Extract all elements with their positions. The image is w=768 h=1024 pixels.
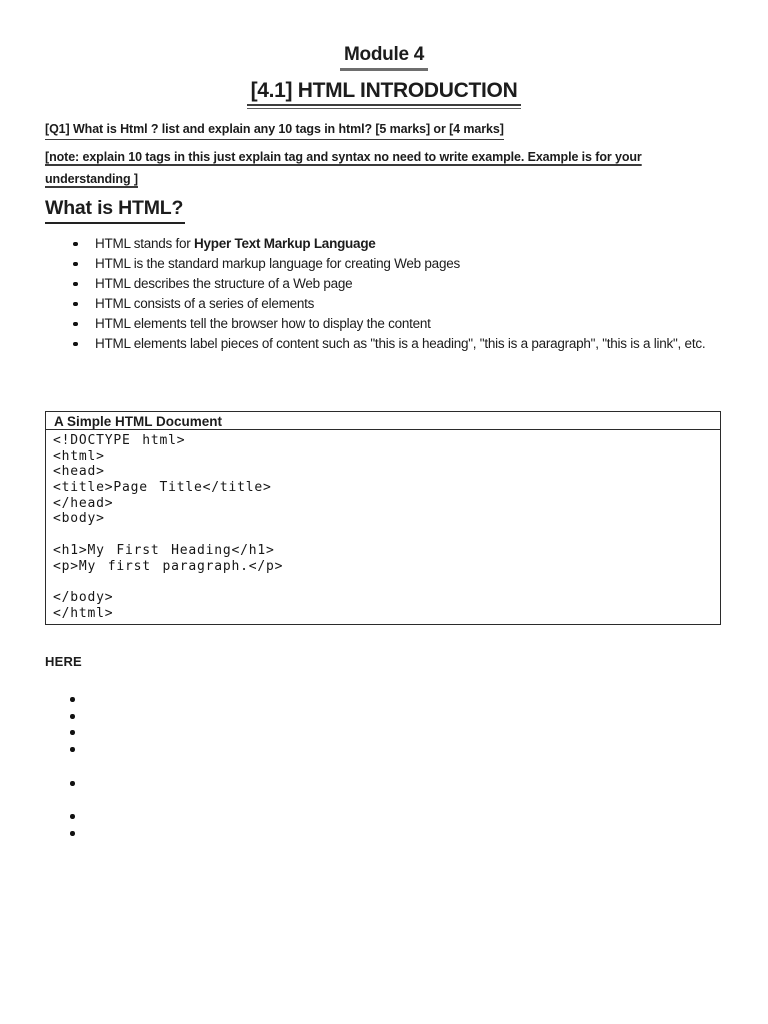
- section-title-underline: [247, 79, 522, 109]
- code-line: </head>: [53, 495, 114, 511]
- list-item-text: HTML describes the structure of a Web page: [95, 276, 353, 291]
- module-title-row: [0, 44, 768, 71]
- section-title-row: [0, 79, 768, 109]
- code-line: <body>: [53, 511, 105, 527]
- code-line: [53, 574, 712, 590]
- list-item-bold-text: Hyper Text Markup Language: [194, 236, 376, 251]
- section-title: [4.1] HTML INTRODUCTION: [247, 79, 522, 106]
- empty-bullet-dot: [70, 814, 75, 819]
- html-intro-list: [45, 234, 722, 354]
- list-item-text: HTML stands for: [95, 236, 195, 251]
- empty-bullet-dot: [70, 714, 75, 719]
- code-example-box: [45, 411, 721, 625]
- list-item-text: HTML elements label pieces of content such as "this is a heading", "this is a paragraph", "this is a link", etc.: [95, 336, 706, 351]
- code-line: <title>Page Title</title>: [53, 480, 272, 496]
- empty-bullet-dot: [70, 697, 75, 702]
- list-item: [45, 314, 722, 334]
- list-item: [45, 254, 722, 274]
- list-item: [45, 274, 722, 294]
- list-item: [45, 234, 722, 254]
- list-item: [45, 334, 722, 354]
- list-item-text: HTML consists of a series of elements: [95, 296, 315, 311]
- list-item-text: HTML is the standard markup language for creating Web pages: [95, 256, 460, 271]
- code-example-body: [46, 430, 720, 624]
- note-text: [note: explain 10 tags in this just explain tag and syntax no need to write example. Example is for your understanding ]: [45, 150, 642, 186]
- what-is-html-heading-row: [45, 196, 185, 224]
- question-line: [45, 120, 504, 140]
- here-label: HERE: [45, 654, 82, 669]
- code-line: <head>: [53, 464, 105, 480]
- code-line: <html>: [53, 448, 105, 464]
- code-example-title: A Simple HTML Document: [46, 412, 720, 430]
- question-text: [Q1] What is Html ? list and explain any 10 tags in html? [5 marks] or [4 marks]: [45, 120, 504, 140]
- empty-bullet-dot: [70, 747, 75, 752]
- code-line: <p>My first paragraph.</p>: [53, 558, 284, 574]
- list-item-text: HTML elements tell the browser how to display the content: [95, 316, 431, 331]
- code-line: <h1>My First Heading</h1>: [53, 542, 275, 558]
- code-line: [53, 527, 712, 543]
- code-line: </body>: [53, 589, 114, 605]
- list-item: [45, 294, 722, 314]
- what-is-html-heading: What is HTML?: [45, 196, 185, 224]
- empty-bullet-dot: [70, 730, 75, 735]
- code-line: </html>: [53, 605, 114, 621]
- code-line: <!DOCTYPE html>: [53, 433, 186, 448]
- module-title: Module 4: [340, 44, 428, 71]
- empty-bullet-dot: [70, 781, 75, 786]
- empty-bullet-dot: [70, 831, 75, 836]
